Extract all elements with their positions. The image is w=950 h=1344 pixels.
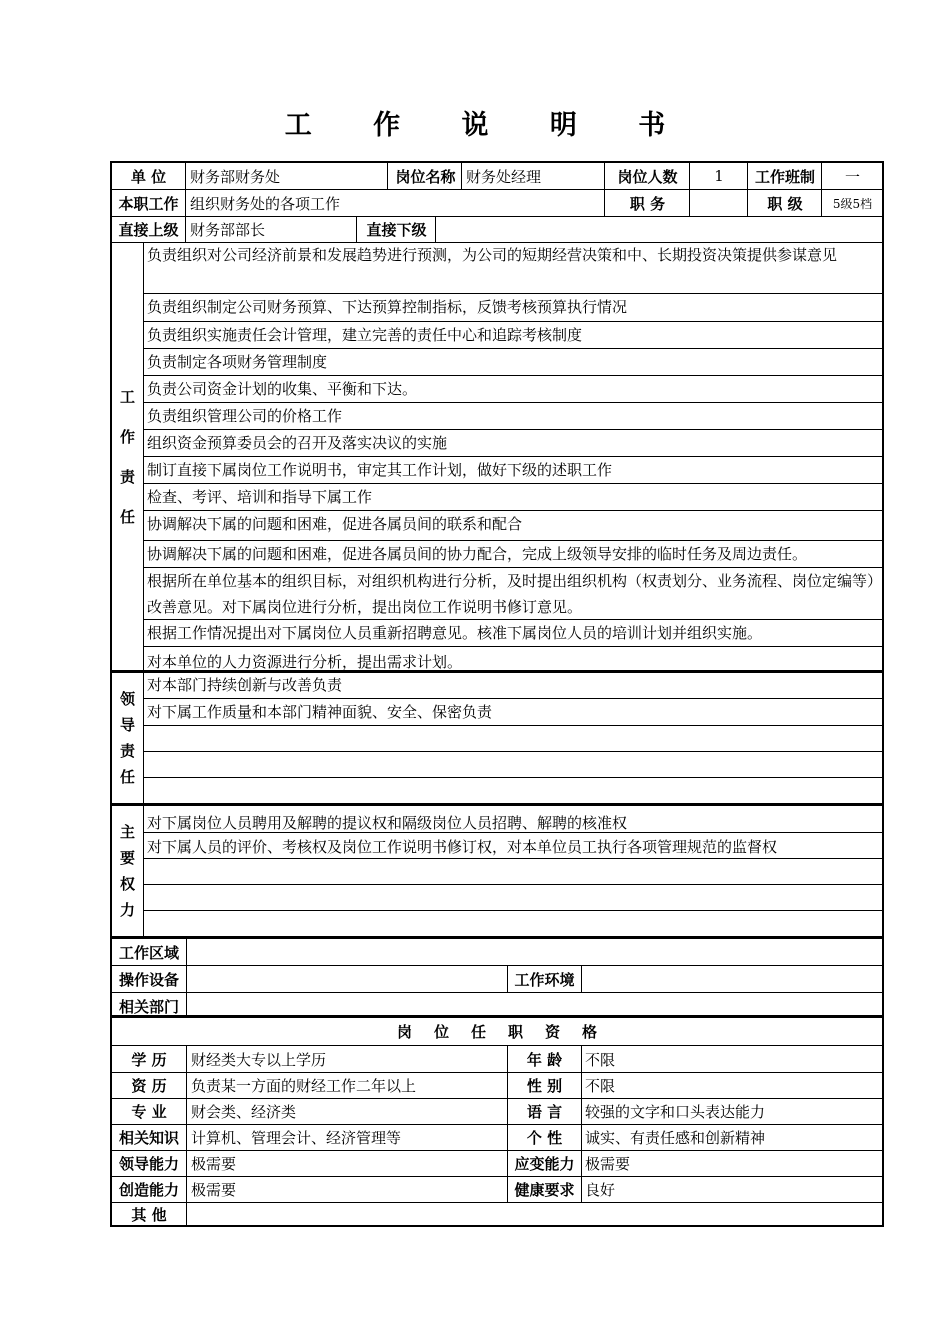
- qualification-row: [112, 1150, 882, 1177]
- superior-value: 财务部部长: [187, 217, 357, 242]
- list-item: 协调解决下属的问题和困难，促进各属员间的协力配合，完成上级领导安排的临时任务及周边责任。: [144, 541, 882, 568]
- qualification-value: 负责某一方面的财经工作二年以上: [188, 1072, 508, 1098]
- qualification-row: [112, 1176, 882, 1203]
- powers-label: 主 要 权 力: [112, 806, 144, 936]
- headcount-label: 岗位人数: [606, 163, 690, 189]
- qualifications-section: [110, 1016, 884, 1227]
- duty-label: 职 务: [606, 190, 690, 216]
- list-item: 对下属岗位人员聘用及解聘的提议权和隔级岗位人员招聘、解聘的核准权: [144, 806, 882, 833]
- qualification-label: 健康要求: [508, 1176, 582, 1202]
- shift-label: 工作班制: [749, 163, 822, 189]
- dept-label: 相关部门: [112, 993, 187, 1019]
- list-item: 根据所在单位基本的组织目标，对组织机构进行分析，及时提出组织机构（权责划分、业务流程、岗位定编等）改善意见。对下属岗位进行分析，提出岗位工作说明书修订意见。: [144, 568, 882, 620]
- equipment-label: 操作设备: [112, 966, 187, 992]
- qualification-value: 计算机、管理会计、经济管理等: [188, 1124, 508, 1150]
- list-item: 负责组织对公司经济前景和发展趋势进行预测，为公司的短期经营决策和中、长期投资决策提供参谋意见: [144, 243, 882, 294]
- qualification-value: 财经类大专以上学历: [188, 1046, 508, 1072]
- duty-value: [691, 190, 748, 216]
- qualification-label: 性 别: [508, 1072, 582, 1098]
- qualification-value: 极需要: [585, 1154, 631, 1173]
- work-section: [110, 937, 884, 1017]
- powers-section: [110, 804, 884, 938]
- environment-value: [582, 966, 882, 992]
- list-item: 协调解决下属的问题和困难，促进各属员间的联系和配合: [144, 511, 882, 541]
- environment-label: 工作环境: [508, 966, 582, 992]
- job-label: 本职工作: [112, 190, 186, 216]
- work-area-label: 工作区域: [112, 939, 187, 965]
- header-block: [110, 161, 884, 244]
- leadership-section: [110, 671, 884, 805]
- qualification-value: 极需要: [188, 1150, 508, 1176]
- list-item: 对本部门持续创新与改善负责: [144, 673, 882, 699]
- qualification-label: 年 龄: [508, 1046, 582, 1072]
- list-item: 负责公司资金计划的收集、平衡和下达。: [144, 376, 882, 403]
- post-name-value: 财务处经理: [463, 163, 605, 189]
- superior-label: 直接上级: [112, 217, 186, 242]
- qualification-label: 应变能力: [508, 1150, 582, 1176]
- subordinate-value: [437, 217, 882, 242]
- list-item: 负责组织实施责任会计管理，建立完善的责任中心和追踪考核制度: [144, 322, 882, 349]
- unit-value: 财务部财务处: [187, 163, 388, 189]
- leadership-label: 领 导 责 任: [112, 673, 144, 803]
- page-title: 工 作 说 明 书: [284, 110, 692, 141]
- qualifications-header: 岗位任职资格: [112, 1018, 882, 1046]
- qualification-value: 极需要: [188, 1176, 508, 1202]
- list-item: 负责组织制定公司财务预算、下达预算控制指标，反馈考核预算执行情况: [144, 294, 882, 322]
- qualification-row: [112, 1098, 882, 1125]
- qualification-value: 财会类、经济类: [188, 1098, 508, 1124]
- responsibilities-label: 工 作 责 任: [112, 243, 144, 670]
- other-label: 其 他: [112, 1202, 187, 1227]
- headcount-value: 1: [691, 163, 748, 189]
- list-item: [144, 911, 882, 936]
- list-item: 负责制定各项财务管理制度: [144, 349, 882, 376]
- qualification-row: [112, 1072, 882, 1099]
- subordinate-label: 直接下级: [358, 217, 436, 242]
- qualification-label: 语 言: [508, 1098, 582, 1124]
- list-item: 对下属工作质量和本部门精神面貌、安全、保密负责: [144, 699, 882, 726]
- list-item: [144, 885, 882, 911]
- list-item: [144, 778, 882, 803]
- qualification-value: 不限: [585, 1076, 616, 1095]
- work-area-value: [188, 939, 882, 965]
- qualification-label: 个 性: [508, 1124, 582, 1150]
- qualification-value: 不限: [585, 1050, 616, 1069]
- qualification-row: [112, 1124, 882, 1151]
- qualification-label: 学 历: [112, 1046, 187, 1072]
- qualification-label: 领导能力: [112, 1150, 187, 1176]
- list-item: 组织资金预算委员会的召开及落实决议的实施: [144, 430, 882, 457]
- responsibilities-section: [110, 243, 884, 672]
- qualification-value: 较强的文字和口头表达能力: [585, 1102, 766, 1121]
- list-item: 检查、考评、培训和指导下属工作: [144, 484, 882, 511]
- list-item: [144, 752, 882, 778]
- list-item: 对下属人员的评价、考核权及岗位工作说明书修订权，对本单位员工执行各项管理规范的监督权: [144, 833, 882, 859]
- qualification-value: 良好: [585, 1180, 616, 1199]
- list-item: 负责组织管理公司的价格工作: [144, 403, 882, 430]
- job-value: 组织财务处的各项工作: [187, 190, 605, 216]
- post-name-label: 岗位名称: [390, 163, 462, 189]
- qualification-row: [112, 1046, 882, 1073]
- equipment-value: [188, 966, 508, 992]
- rank-value: 5级5档: [832, 196, 873, 211]
- list-item: [144, 726, 882, 752]
- other-value: [188, 1202, 882, 1227]
- list-item: 对本单位的人力资源进行分析，提出需求计划。: [147, 653, 463, 671]
- list-item: [144, 859, 882, 885]
- qualification-label: 创造能力: [112, 1176, 187, 1202]
- qualification-label: 相关知识: [112, 1124, 187, 1150]
- unit-label: 单 位: [112, 163, 186, 189]
- qualification-value: 诚实、有责任感和创新精神: [585, 1128, 766, 1147]
- list-item: 根据工作情况提出对下属岗位人员重新招聘意见。核准下属岗位人员的培训计划并组织实施。: [144, 620, 882, 647]
- rank-label: 职 级: [749, 190, 822, 216]
- shift-value: 一: [844, 167, 860, 186]
- list-item: 制订直接下属岗位工作说明书，审定其工作计划，做好下级的述职工作: [144, 457, 882, 484]
- qualification-label: 专 业: [112, 1098, 187, 1124]
- qualification-label: 资 历: [112, 1072, 187, 1098]
